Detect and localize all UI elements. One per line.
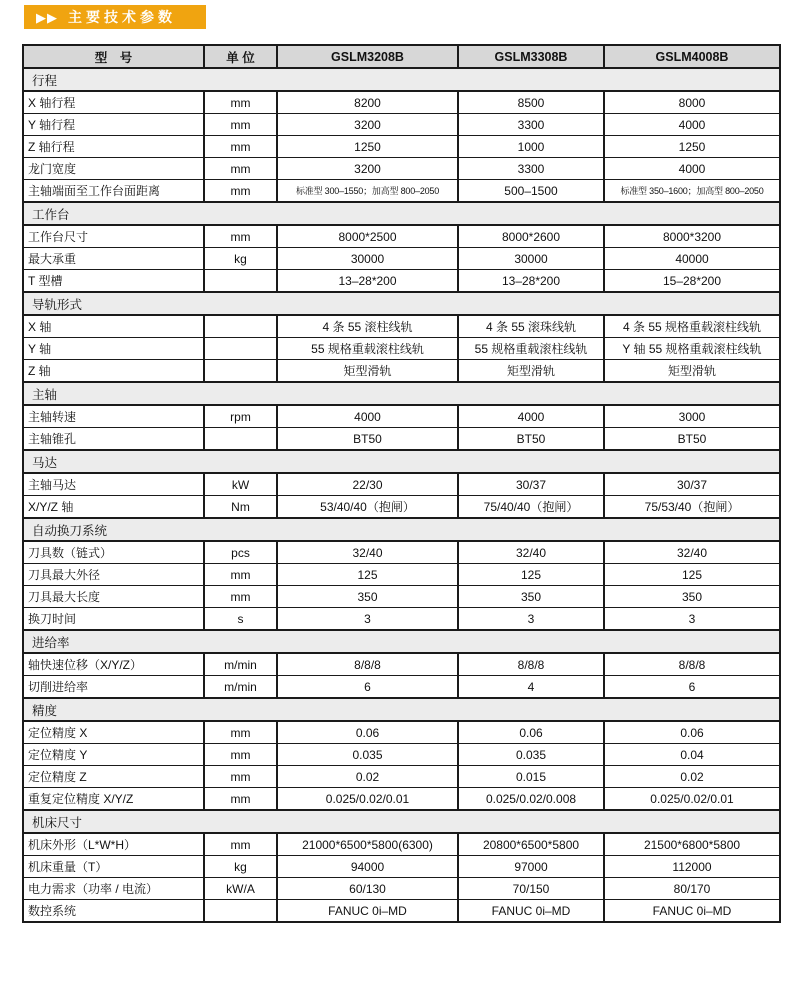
section-row <box>23 630 780 653</box>
table-row <box>23 180 780 203</box>
spec-value: 标准型 300–1550；加高型 800–2050 <box>277 180 458 203</box>
spec-label: 刀具数（链式） <box>23 541 204 564</box>
spec-value: 8200 <box>277 91 458 114</box>
spec-unit: mm <box>204 114 277 136</box>
spec-label: 切削进给率 <box>23 676 204 699</box>
spec-value: 4 条 55 滚柱线轨 <box>277 315 458 338</box>
spec-value: 4 <box>458 676 604 699</box>
spec-value: Y 轴 55 规格重载滚柱线轨 <box>604 338 780 360</box>
spec-unit: m/min <box>204 653 277 676</box>
spec-value: 8/8/8 <box>604 653 780 676</box>
banner-title: 主要技术参数 <box>68 9 176 25</box>
section-row <box>23 518 780 541</box>
spec-value: FANUC 0i–MD <box>277 900 458 923</box>
double-right-arrows-icon: ▶▶ <box>36 9 58 25</box>
spec-value: 0.035 <box>458 744 604 766</box>
spec-value: 70/150 <box>458 878 604 900</box>
spec-value: 13–28*200 <box>277 270 458 293</box>
table-row <box>23 114 780 136</box>
spec-label: Z 轴行程 <box>23 136 204 158</box>
header-unit: 单 位 <box>204 45 277 68</box>
table-row <box>23 496 780 519</box>
table-row <box>23 541 780 564</box>
table-header-row <box>23 45 780 68</box>
spec-value: 22/30 <box>277 473 458 496</box>
section-row <box>23 450 780 473</box>
spec-unit: s <box>204 608 277 631</box>
spec-value: 4 条 55 滚珠线轨 <box>458 315 604 338</box>
spec-value: 矩型滑轨 <box>604 360 780 383</box>
spec-unit: mm <box>204 833 277 856</box>
spec-label: 刀具最大长度 <box>23 586 204 608</box>
spec-label: 机床外形（L*W*H） <box>23 833 204 856</box>
spec-value: 8000*3200 <box>604 225 780 248</box>
spec-unit: kW/A <box>204 878 277 900</box>
spec-value: 矩型滑轨 <box>458 360 604 383</box>
table-row <box>23 833 780 856</box>
spec-value: 4000 <box>458 405 604 428</box>
table-row <box>23 315 780 338</box>
spec-value: 8/8/8 <box>277 653 458 676</box>
spec-unit: m/min <box>204 676 277 699</box>
spec-value: 55 规格重载滚柱线轨 <box>277 338 458 360</box>
spec-label: 工作台尺寸 <box>23 225 204 248</box>
spec-label: 机床重量（T） <box>23 856 204 878</box>
table-row <box>23 91 780 114</box>
spec-value: 32/40 <box>604 541 780 564</box>
spec-value: 3200 <box>277 158 458 180</box>
spec-label: Y 轴行程 <box>23 114 204 136</box>
spec-value: 8500 <box>458 91 604 114</box>
spec-unit: mm <box>204 180 277 203</box>
table-row <box>23 428 780 451</box>
section-label: 主轴 <box>23 382 780 405</box>
spec-value: 500–1500 <box>458 180 604 203</box>
spec-unit: mm <box>204 721 277 744</box>
spec-label: 数控系统 <box>23 900 204 923</box>
spec-label: 龙门宽度 <box>23 158 204 180</box>
spec-unit: mm <box>204 158 277 180</box>
spec-unit: mm <box>204 744 277 766</box>
spec-unit: mm <box>204 766 277 788</box>
spec-label: 重复定位精度 X/Y/Z <box>23 788 204 811</box>
section-label: 自动换刀系统 <box>23 518 780 541</box>
spec-value: 32/40 <box>277 541 458 564</box>
section-banner <box>24 5 206 29</box>
spec-value: 13–28*200 <box>458 270 604 293</box>
header-gslm3308b: GSLM3308B <box>458 45 604 68</box>
spec-value: FANUC 0i–MD <box>458 900 604 923</box>
section-row <box>23 382 780 405</box>
spec-value: 0.06 <box>458 721 604 744</box>
table-row <box>23 856 780 878</box>
spec-unit: mm <box>204 91 277 114</box>
table-row <box>23 136 780 158</box>
spec-value: 0.06 <box>604 721 780 744</box>
table-row <box>23 766 780 788</box>
spec-value: 1000 <box>458 136 604 158</box>
table-row <box>23 900 780 923</box>
spec-value: 0.025/0.02/0.008 <box>458 788 604 811</box>
spec-value: 20800*6500*5800 <box>458 833 604 856</box>
spec-value: 0.06 <box>277 721 458 744</box>
spec-value: 94000 <box>277 856 458 878</box>
section-label: 机床尺寸 <box>23 810 780 833</box>
spec-unit: kg <box>204 856 277 878</box>
table-row <box>23 586 780 608</box>
section-label: 工作台 <box>23 202 780 225</box>
spec-value: 21000*6500*5800(6300) <box>277 833 458 856</box>
section-label: 进给率 <box>23 630 780 653</box>
spec-unit: mm <box>204 788 277 811</box>
table-row <box>23 405 780 428</box>
spec-value: 4000 <box>604 114 780 136</box>
spec-value: 30000 <box>458 248 604 270</box>
spec-label: 最大承重 <box>23 248 204 270</box>
table-row <box>23 608 780 631</box>
spec-value: BT50 <box>277 428 458 451</box>
spec-value: 标准型 350–1600；加高型 800–2050 <box>604 180 780 203</box>
spec-label: 换刀时间 <box>23 608 204 631</box>
spec-unit: kW <box>204 473 277 496</box>
spec-value: 21500*6800*5800 <box>604 833 780 856</box>
spec-label: Z 轴 <box>23 360 204 383</box>
table-row <box>23 270 780 293</box>
spec-unit <box>204 360 277 383</box>
table-row <box>23 338 780 360</box>
spec-value: 3300 <box>458 114 604 136</box>
spec-value: 55 规格重载滚柱线轨 <box>458 338 604 360</box>
spec-value: BT50 <box>604 428 780 451</box>
spec-value: 1250 <box>277 136 458 158</box>
spec-value: 30/37 <box>458 473 604 496</box>
spec-value: 125 <box>604 564 780 586</box>
spec-unit <box>204 428 277 451</box>
table-row <box>23 248 780 270</box>
table-row <box>23 744 780 766</box>
spec-value: 350 <box>458 586 604 608</box>
spec-value: 112000 <box>604 856 780 878</box>
spec-value: 4000 <box>277 405 458 428</box>
spec-label: 轴快速位移（X/Y/Z） <box>23 653 204 676</box>
spec-unit: mm <box>204 225 277 248</box>
spec-unit: rpm <box>204 405 277 428</box>
spec-unit: mm <box>204 564 277 586</box>
spec-label: 主轴马达 <box>23 473 204 496</box>
spec-value: 0.02 <box>277 766 458 788</box>
section-row <box>23 202 780 225</box>
spec-unit <box>204 900 277 923</box>
spec-value: 80/170 <box>604 878 780 900</box>
spec-label: T 型槽 <box>23 270 204 293</box>
spec-value: 350 <box>277 586 458 608</box>
spec-value: 8000 <box>604 91 780 114</box>
section-label: 精度 <box>23 698 780 721</box>
header-model: 型 号 <box>23 45 204 68</box>
spec-value: 3300 <box>458 158 604 180</box>
spec-unit <box>204 315 277 338</box>
spec-unit: Nm <box>204 496 277 519</box>
table-row <box>23 653 780 676</box>
spec-value: 6 <box>277 676 458 699</box>
spec-value: 75/53/40（抱闸） <box>604 496 780 519</box>
spec-value: 0.02 <box>604 766 780 788</box>
spec-value: 3200 <box>277 114 458 136</box>
spec-value: 8000*2500 <box>277 225 458 248</box>
spec-value: 3 <box>277 608 458 631</box>
spec-unit: mm <box>204 586 277 608</box>
spec-unit <box>204 338 277 360</box>
header-gslm4008b: GSLM4008B <box>604 45 780 68</box>
table-row <box>23 564 780 586</box>
table-row <box>23 158 780 180</box>
spec-value: 1250 <box>604 136 780 158</box>
spec-value: 350 <box>604 586 780 608</box>
spec-label: 定位精度 Y <box>23 744 204 766</box>
spec-table <box>22 44 781 923</box>
spec-value: 3 <box>604 608 780 631</box>
spec-value: 0.015 <box>458 766 604 788</box>
spec-unit: mm <box>204 136 277 158</box>
spec-label: 电力需求（功率 / 电流） <box>23 878 204 900</box>
spec-value: FANUC 0i–MD <box>604 900 780 923</box>
spec-value: 0.04 <box>604 744 780 766</box>
section-row <box>23 68 780 91</box>
spec-value: 3 <box>458 608 604 631</box>
spec-value: 75/40/40（抱闸） <box>458 496 604 519</box>
spec-label: 定位精度 X <box>23 721 204 744</box>
table-row <box>23 878 780 900</box>
section-label: 导轨形式 <box>23 292 780 315</box>
spec-value: 8000*2600 <box>458 225 604 248</box>
spec-value: 0.035 <box>277 744 458 766</box>
spec-label: 刀具最大外径 <box>23 564 204 586</box>
spec-value: 4 条 55 规格重载滚柱线轨 <box>604 315 780 338</box>
spec-value: BT50 <box>458 428 604 451</box>
spec-unit: pcs <box>204 541 277 564</box>
spec-value: 32/40 <box>458 541 604 564</box>
spec-label: 主轴锥孔 <box>23 428 204 451</box>
spec-value: 6 <box>604 676 780 699</box>
spec-unit <box>204 270 277 293</box>
spec-value: 53/40/40（抱闸） <box>277 496 458 519</box>
spec-value: 30/37 <box>604 473 780 496</box>
spec-value: 60/130 <box>277 878 458 900</box>
spec-label: 主轴转速 <box>23 405 204 428</box>
spec-value: 8/8/8 <box>458 653 604 676</box>
section-label: 马达 <box>23 450 780 473</box>
spec-value: 4000 <box>604 158 780 180</box>
spec-unit: kg <box>204 248 277 270</box>
spec-value: 97000 <box>458 856 604 878</box>
table-row <box>23 225 780 248</box>
spec-value: 0.025/0.02/0.01 <box>277 788 458 811</box>
table-row <box>23 360 780 383</box>
header-gslm3208b: GSLM3208B <box>277 45 458 68</box>
section-label: 行程 <box>23 68 780 91</box>
table-row <box>23 676 780 699</box>
spec-value: 矩型滑轨 <box>277 360 458 383</box>
spec-label: X/Y/Z 轴 <box>23 496 204 519</box>
spec-label: Y 轴 <box>23 338 204 360</box>
table-row <box>23 721 780 744</box>
spec-label: X 轴行程 <box>23 91 204 114</box>
table-row <box>23 473 780 496</box>
spec-value: 15–28*200 <box>604 270 780 293</box>
spec-value: 0.025/0.02/0.01 <box>604 788 780 811</box>
spec-label: X 轴 <box>23 315 204 338</box>
section-row <box>23 698 780 721</box>
section-row <box>23 292 780 315</box>
spec-value: 30000 <box>277 248 458 270</box>
spec-label: 主轴端面至工作台面距离 <box>23 180 204 203</box>
spec-value: 125 <box>458 564 604 586</box>
spec-value: 3000 <box>604 405 780 428</box>
spec-value: 125 <box>277 564 458 586</box>
spec-value: 40000 <box>604 248 780 270</box>
spec-label: 定位精度 Z <box>23 766 204 788</box>
table-row <box>23 788 780 811</box>
section-row <box>23 810 780 833</box>
spec-table-body <box>23 68 780 922</box>
